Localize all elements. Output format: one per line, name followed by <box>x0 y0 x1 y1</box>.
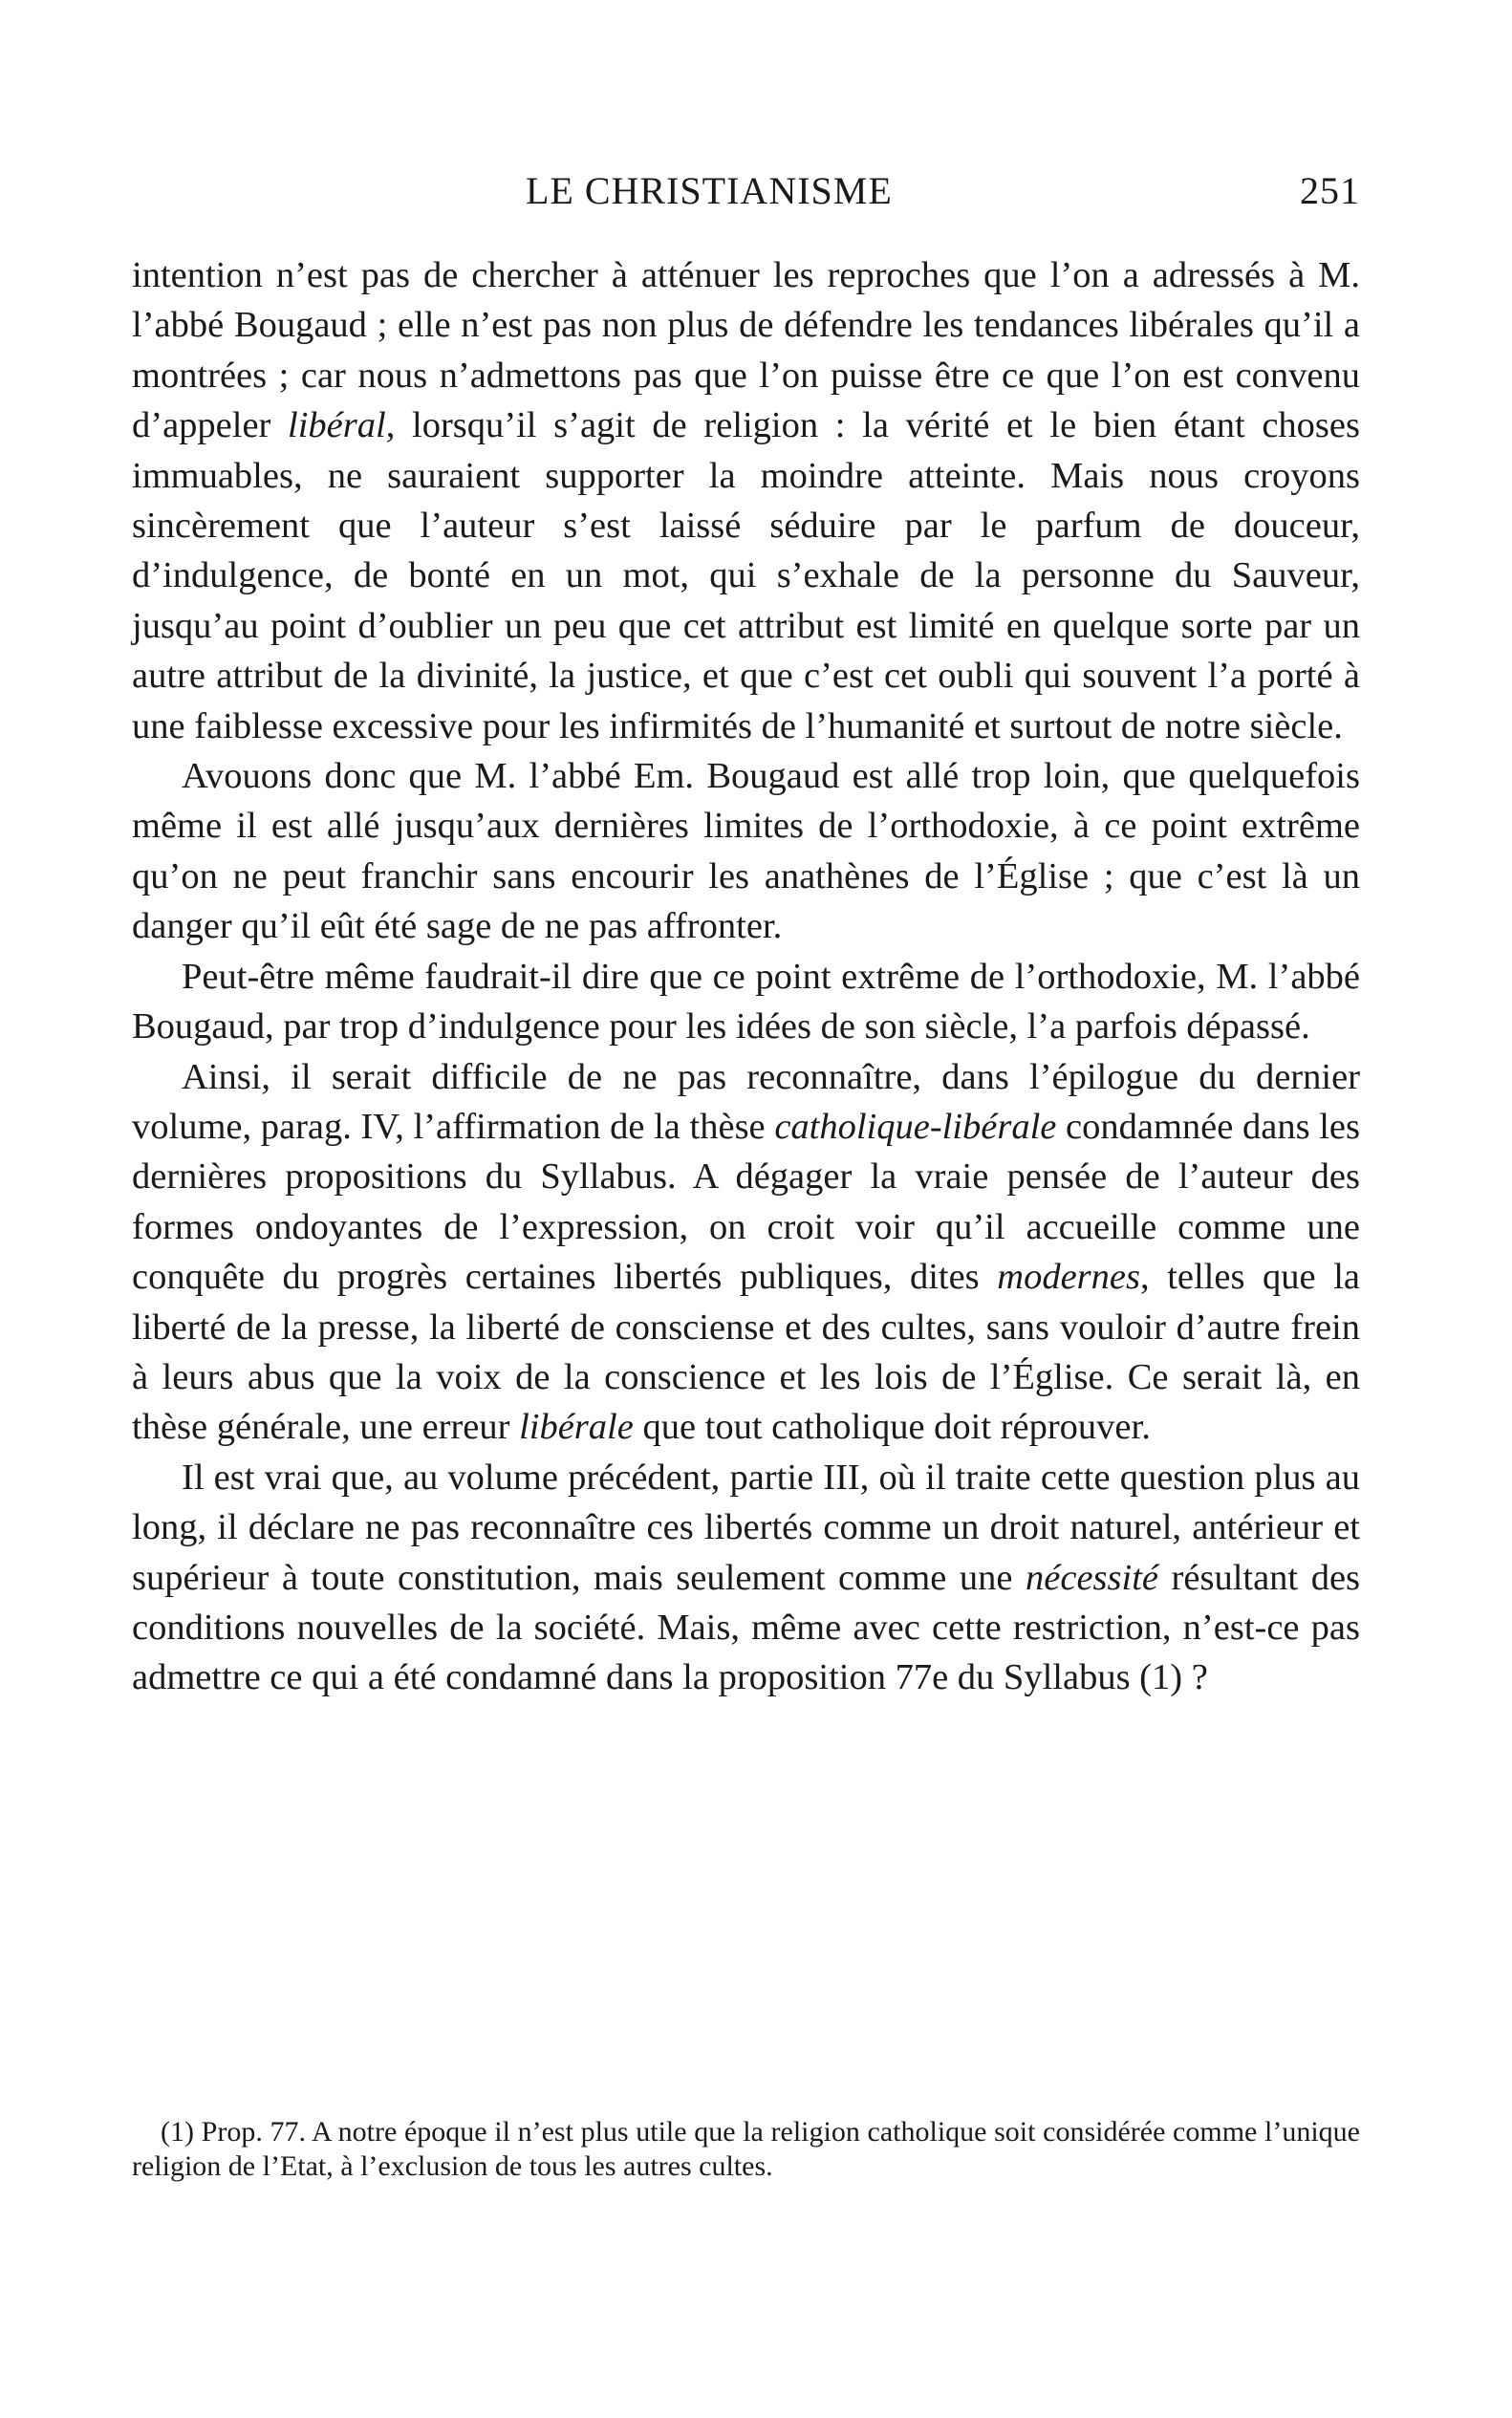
italic-term: nécessité <box>1026 1557 1158 1598</box>
paragraph <box>132 1453 1360 1703</box>
paragraph <box>132 952 1360 1052</box>
text-segment: , telles que la liberté de la presse, la liberté de consciense et des cultes, sans vouloir d’autre frein à leurs abus que la voix de la conscience et les lois de l’Église. Ce serait là, en thèse générale, une erreur <box>132 1257 1360 1448</box>
text-segment: Ainsi, il serait difficile de ne pas reconnaître, dans l’épilogue du dernier volume, parag. IV, l’affirmation de la thèse <box>132 1056 1360 1147</box>
text-segment: Peut-être même faudrait-il dire que ce point extrême de l’orthodoxie, M. l’abbé Bougaud, par trop d’indulgence pour les idées de son siècle, l’a parfois dépassé. <box>132 956 1360 1047</box>
text-segment: Avouons donc que M. l’abbé Em. Bougaud est allé trop loin, que quelquefois même il est allé jusqu’aux dernières limites de l’orthodoxie, à ce point extrême qu’on ne peut franchir sans encourir les anathènes de l’Église ; que c’est là un danger qu’il eût été sage de ne pas affronter. <box>132 756 1360 947</box>
book-page <box>132 0 1360 2418</box>
text-segment: résultant des conditions nouvelles de la société. Mais, même avec cette restriction, n’est-ce pas admettre ce qui a été condamné dans la proposition 77e du Syllabus (1) ? <box>132 1557 1361 1698</box>
paragraph <box>132 751 1360 952</box>
italic-term: modernes <box>997 1257 1140 1298</box>
text-segment: condamnée dans les dernières propositions du Syllabus. A dégager la vraie pensée de l’auteur des formes ondoyantes de l’expression, on croit voir qu’il accueille comme une conquête du progrès certaines libertés publiques, dites <box>132 1106 1360 1298</box>
running-header <box>132 168 1360 216</box>
paragraph <box>132 1052 1360 1453</box>
paragraph <box>132 250 1360 751</box>
main-text <box>132 250 1360 1703</box>
text-segment: Il est vrai que, au volume précédent, partie III, où il traite cette question plus au long, il déclare ne pas reconnaître ces libertés comme un droit naturel, antérieur et supérieur à toute constitution, mais seulement comme une <box>132 1457 1360 1598</box>
running-title: LE CHRISTIANISME <box>526 169 893 212</box>
text-segment: , lorsqu’il s’agit de religion : la vérité et le bien étant choses immuables, ne sauraient supporter la moindre atteinte. Mais nous croyons sincèrement que l’auteur s’est laissé séduire par le parfum de douceur, d’indulgence, de bonté en un mot, qui s’exhale de la personne du Sauveur, jusqu’au point d’oublier un peu que cet attribut est limité en quelque sorte par un autre attribut de la divinité, la justice, et que c’est cet oubli qui souvent l’a porté à une faiblesse excessive pour les infirmités de l’humanité et surtout de notre siècle. <box>132 405 1360 746</box>
italic-term: libérale <box>519 1407 634 1448</box>
footnote-text: Prop. 77. A notre époque il n’est plus utile que la religion catholique soit considérée comme l’unique religion de l’Etat, à l’exclusion de tous les autres cultes. <box>132 2116 1361 2182</box>
italic-term: catholique-libérale <box>774 1106 1057 1147</box>
footnote-marker: (1) <box>161 2116 194 2148</box>
text-segment: intention n’est pas de chercher à atténuer les reproches que l’on a adressés à M. l’abbé Bougaud ; elle n’est pas non plus de défendre les tendances libérales qu’il a montrées ; car nous n’admettons pas que l’on puisse être ce que l’on est convenu d’appeler <box>132 255 1360 446</box>
text-segment: que tout catholique doit réprouver. <box>633 1407 1151 1448</box>
italic-term: libéral <box>288 405 386 446</box>
footnote <box>132 2115 1360 2184</box>
page-number: 251 <box>1300 169 1360 212</box>
